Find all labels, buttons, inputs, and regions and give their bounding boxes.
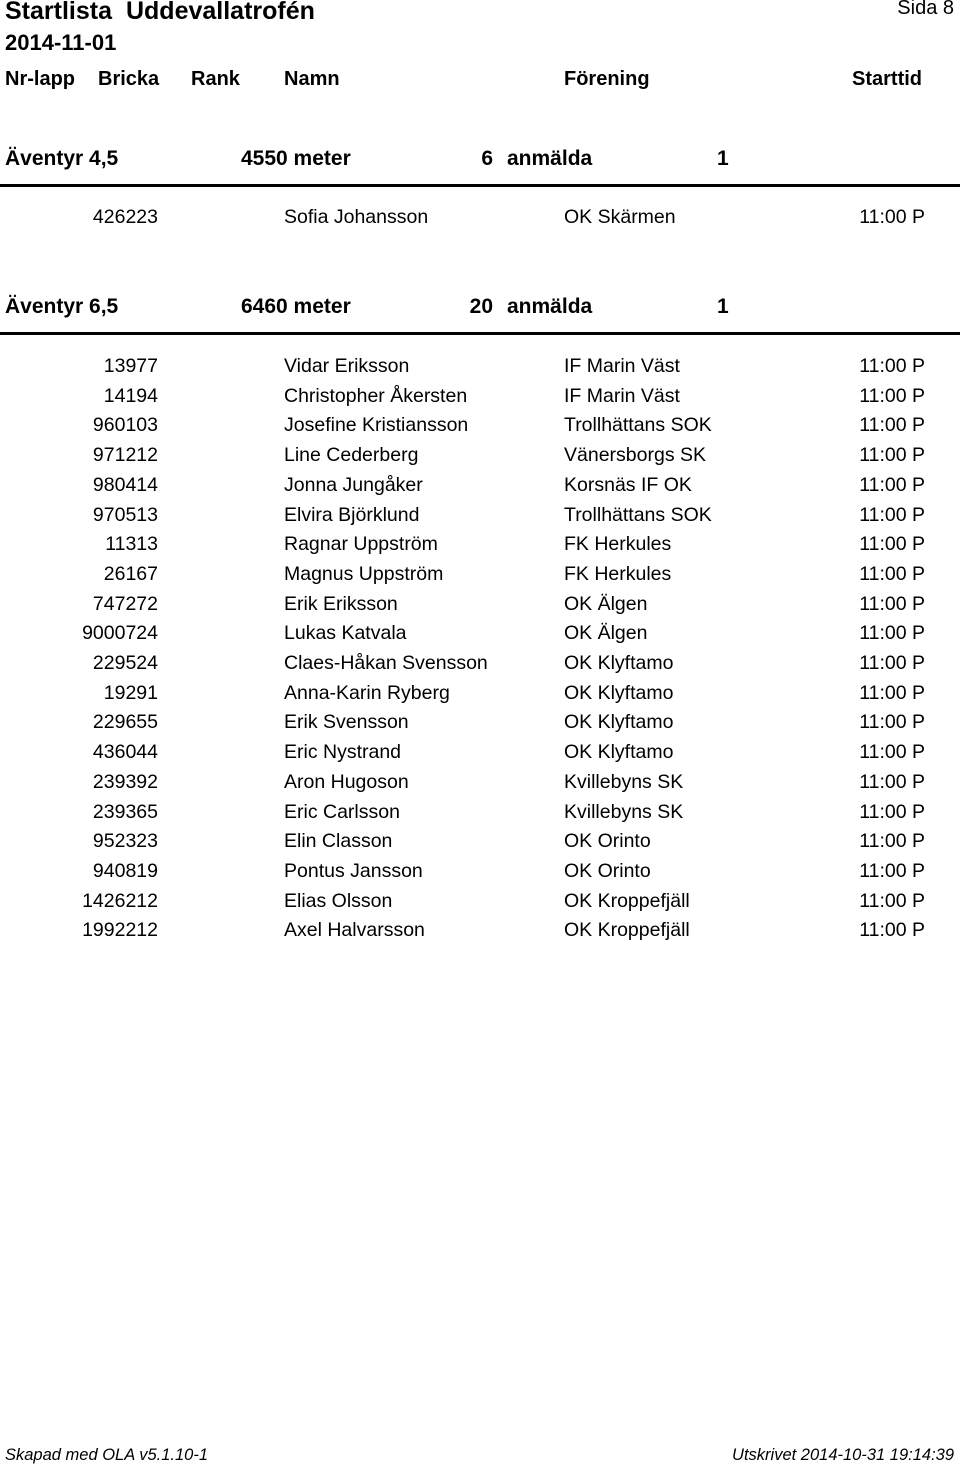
entry-bib: 960103 [92, 414, 158, 437]
entry-row [0, 890, 960, 919]
class-header [0, 295, 960, 335]
class-entry-count-label: anmälda [507, 147, 593, 170]
entry-bib: 19291 [103, 681, 158, 704]
entry-club: OK Kroppefjäll [564, 919, 690, 942]
entry-name: Pontus Jansson [284, 859, 423, 882]
entry-bib: 229524 [92, 652, 158, 674]
entry-club: OK Skärmen [564, 206, 676, 228]
entry-row [0, 355, 960, 384]
entry-start-time: 11:00 P [859, 384, 925, 407]
class-entry-count: 20 [469, 295, 493, 318]
entry-bib: 971212 [92, 444, 158, 467]
entry-start-time: 11:00 P [859, 444, 925, 467]
class-length: 6460 meter [241, 295, 351, 318]
entry-bib: 11313 [105, 533, 158, 556]
entry-name: Elin Classon [284, 830, 393, 853]
class-name: Äventyr 6,5 [5, 295, 119, 318]
entry-name: Erik Eriksson [284, 592, 398, 615]
entry-name: Vidar Eriksson [284, 355, 410, 377]
entry-bib: 229655 [92, 711, 158, 734]
entry-row [0, 682, 960, 711]
class-extra-number: 1 [717, 147, 729, 170]
entry-name: Jonna Jungåker [284, 473, 423, 496]
entry-name: Elias Olsson [284, 889, 393, 912]
entry-row [0, 444, 960, 473]
entry-club: Kvillebyns SK [564, 770, 684, 793]
entry-bib: 1426212 [82, 889, 158, 912]
entry-club: OK Klyftamo [564, 681, 674, 704]
entry-club: FK Herkules [564, 533, 672, 556]
entry-name: Magnus Uppström [284, 562, 444, 585]
entry-start-time: 11:00 P [859, 770, 925, 793]
entry-club: OK Orinto [564, 859, 651, 882]
entry-name: Ragnar Uppström [284, 533, 438, 556]
class-entry-count-label: anmälda [507, 295, 593, 318]
entry-club: OK Älgen [564, 592, 648, 615]
entry-row [0, 593, 960, 622]
event-name: Uddevallatrofén [125, 0, 315, 25]
entry-club: OK Kroppefjäll [564, 889, 690, 912]
entry-club: OK Klyftamo [564, 711, 674, 734]
entry-start-time: 11:00 P [859, 592, 925, 615]
entry-bib: 940819 [92, 859, 158, 882]
column-header-start-time: Starttid [852, 68, 922, 90]
entry-start-time: 11:00 P [859, 711, 925, 734]
entry-row [0, 801, 960, 830]
entry-name: Axel Halvarsson [284, 919, 425, 942]
entry-name: Aron Hugoson [284, 770, 409, 793]
entry-row [0, 771, 960, 800]
entry-bib: 14194 [103, 384, 158, 407]
entry-name: Eric Nystrand [284, 741, 402, 764]
column-header-name: Namn [284, 68, 340, 90]
entry-start-time: 11:00 P [859, 681, 925, 704]
entry-row [0, 741, 960, 770]
entry-club: Trollhättans SOK [564, 414, 712, 437]
entry-start-time: 11:00 P [859, 859, 925, 882]
entry-start-time: 11:00 P [859, 800, 925, 823]
entry-row [0, 622, 960, 651]
entry-start-time: 11:00 P [859, 533, 925, 556]
entry-bib: 239365 [92, 800, 158, 823]
footer-printed-at: Utskrivet 2014-10-31 19:14:39 [732, 1446, 954, 1464]
entry-club: Korsnäs IF OK [564, 473, 692, 496]
entry-bib: 9000724 [82, 622, 158, 645]
class-entry-count: 6 [481, 147, 493, 170]
entry-name: Sofia Johansson [284, 206, 429, 228]
entry-start-time: 11:00 P [859, 622, 925, 645]
entry-club: FK Herkules [564, 562, 672, 585]
entry-bib: 239392 [92, 770, 158, 793]
column-header-rank: Rank [191, 68, 240, 90]
entry-bib: 426223 [92, 206, 158, 228]
entry-name: Line Cederberg [284, 444, 419, 467]
entry-name: Eric Carlsson [284, 800, 400, 823]
entry-bib: 747272 [92, 592, 158, 615]
entry-club: OK Älgen [564, 622, 648, 645]
entry-row [0, 919, 960, 948]
entry-name: Elvira Björklund [284, 503, 420, 526]
column-header-chip: Bricka [98, 68, 160, 90]
entry-bib: 436044 [92, 741, 158, 764]
class-name: Äventyr 4,5 [5, 147, 119, 170]
entry-bib: 13977 [103, 355, 158, 377]
entry-club: Kvillebyns SK [564, 800, 684, 823]
entry-row [0, 414, 960, 443]
entry-club: IF Marin Väst [564, 355, 680, 377]
column-header-club: Förening [564, 68, 650, 90]
footer-created-with: Skapad med OLA v5.1.10-1 [5, 1446, 209, 1464]
entry-club: OK Klyftamo [564, 652, 674, 674]
entry-bib: 980414 [92, 473, 158, 496]
entry-row [0, 504, 960, 533]
entry-start-time: 11:00 P [859, 830, 925, 853]
entry-row [0, 474, 960, 503]
entry-start-time: 11:00 P [859, 414, 925, 437]
entry-start-time: 11:00 P [859, 562, 925, 585]
entry-bib: 970513 [92, 503, 158, 526]
entry-start-time: 11:00 P [859, 889, 925, 912]
entry-name: Lukas Katvala [284, 622, 407, 645]
entry-club: Trollhättans SOK [564, 503, 712, 526]
entry-row [0, 206, 960, 235]
entry-name: Christopher Åkersten [284, 384, 468, 407]
entry-row [0, 860, 960, 889]
entry-start-time: 11:00 P [859, 503, 925, 526]
entry-club: IF Marin Väst [564, 384, 680, 407]
entry-club: Vänersborgs SK [564, 444, 706, 467]
entry-name: Josefine Kristiansson [284, 414, 469, 437]
document-title: Startlista [5, 0, 112, 25]
entry-row [0, 533, 960, 562]
page-title [5, 0, 315, 26]
entry-bib: 952323 [92, 830, 158, 853]
entry-row [0, 652, 960, 681]
class-header [0, 147, 960, 187]
entry-row [0, 563, 960, 592]
class-length: 4550 meter [241, 147, 351, 170]
entry-club: OK Klyftamo [564, 741, 674, 764]
entry-row [0, 385, 960, 414]
entry-name: Claes-Håkan Svensson [284, 652, 488, 674]
class-divider [0, 332, 960, 335]
event-date: 2014-11-01 [5, 30, 117, 55]
entry-start-time: 11:00 P [859, 355, 925, 377]
page-number: Sida 8 [897, 0, 954, 19]
entry-name: Erik Svensson [284, 711, 409, 734]
entry-row [0, 830, 960, 859]
entry-name: Anna-Karin Ryberg [284, 681, 450, 704]
entry-start-time: 11:00 P [859, 919, 925, 942]
class-extra-number: 1 [717, 295, 729, 318]
entry-start-time: 11:00 P [859, 741, 925, 764]
entry-start-time: 11:00 P [859, 206, 925, 228]
entry-start-time: 11:00 P [859, 473, 925, 496]
column-header-bib: Nr-lapp [5, 68, 75, 90]
entry-club: OK Orinto [564, 830, 651, 853]
class-divider [0, 184, 960, 187]
entry-bib: 26167 [103, 562, 158, 585]
entry-bib: 1992212 [82, 919, 158, 942]
entry-start-time: 11:00 P [859, 652, 925, 674]
entry-row [0, 711, 960, 740]
